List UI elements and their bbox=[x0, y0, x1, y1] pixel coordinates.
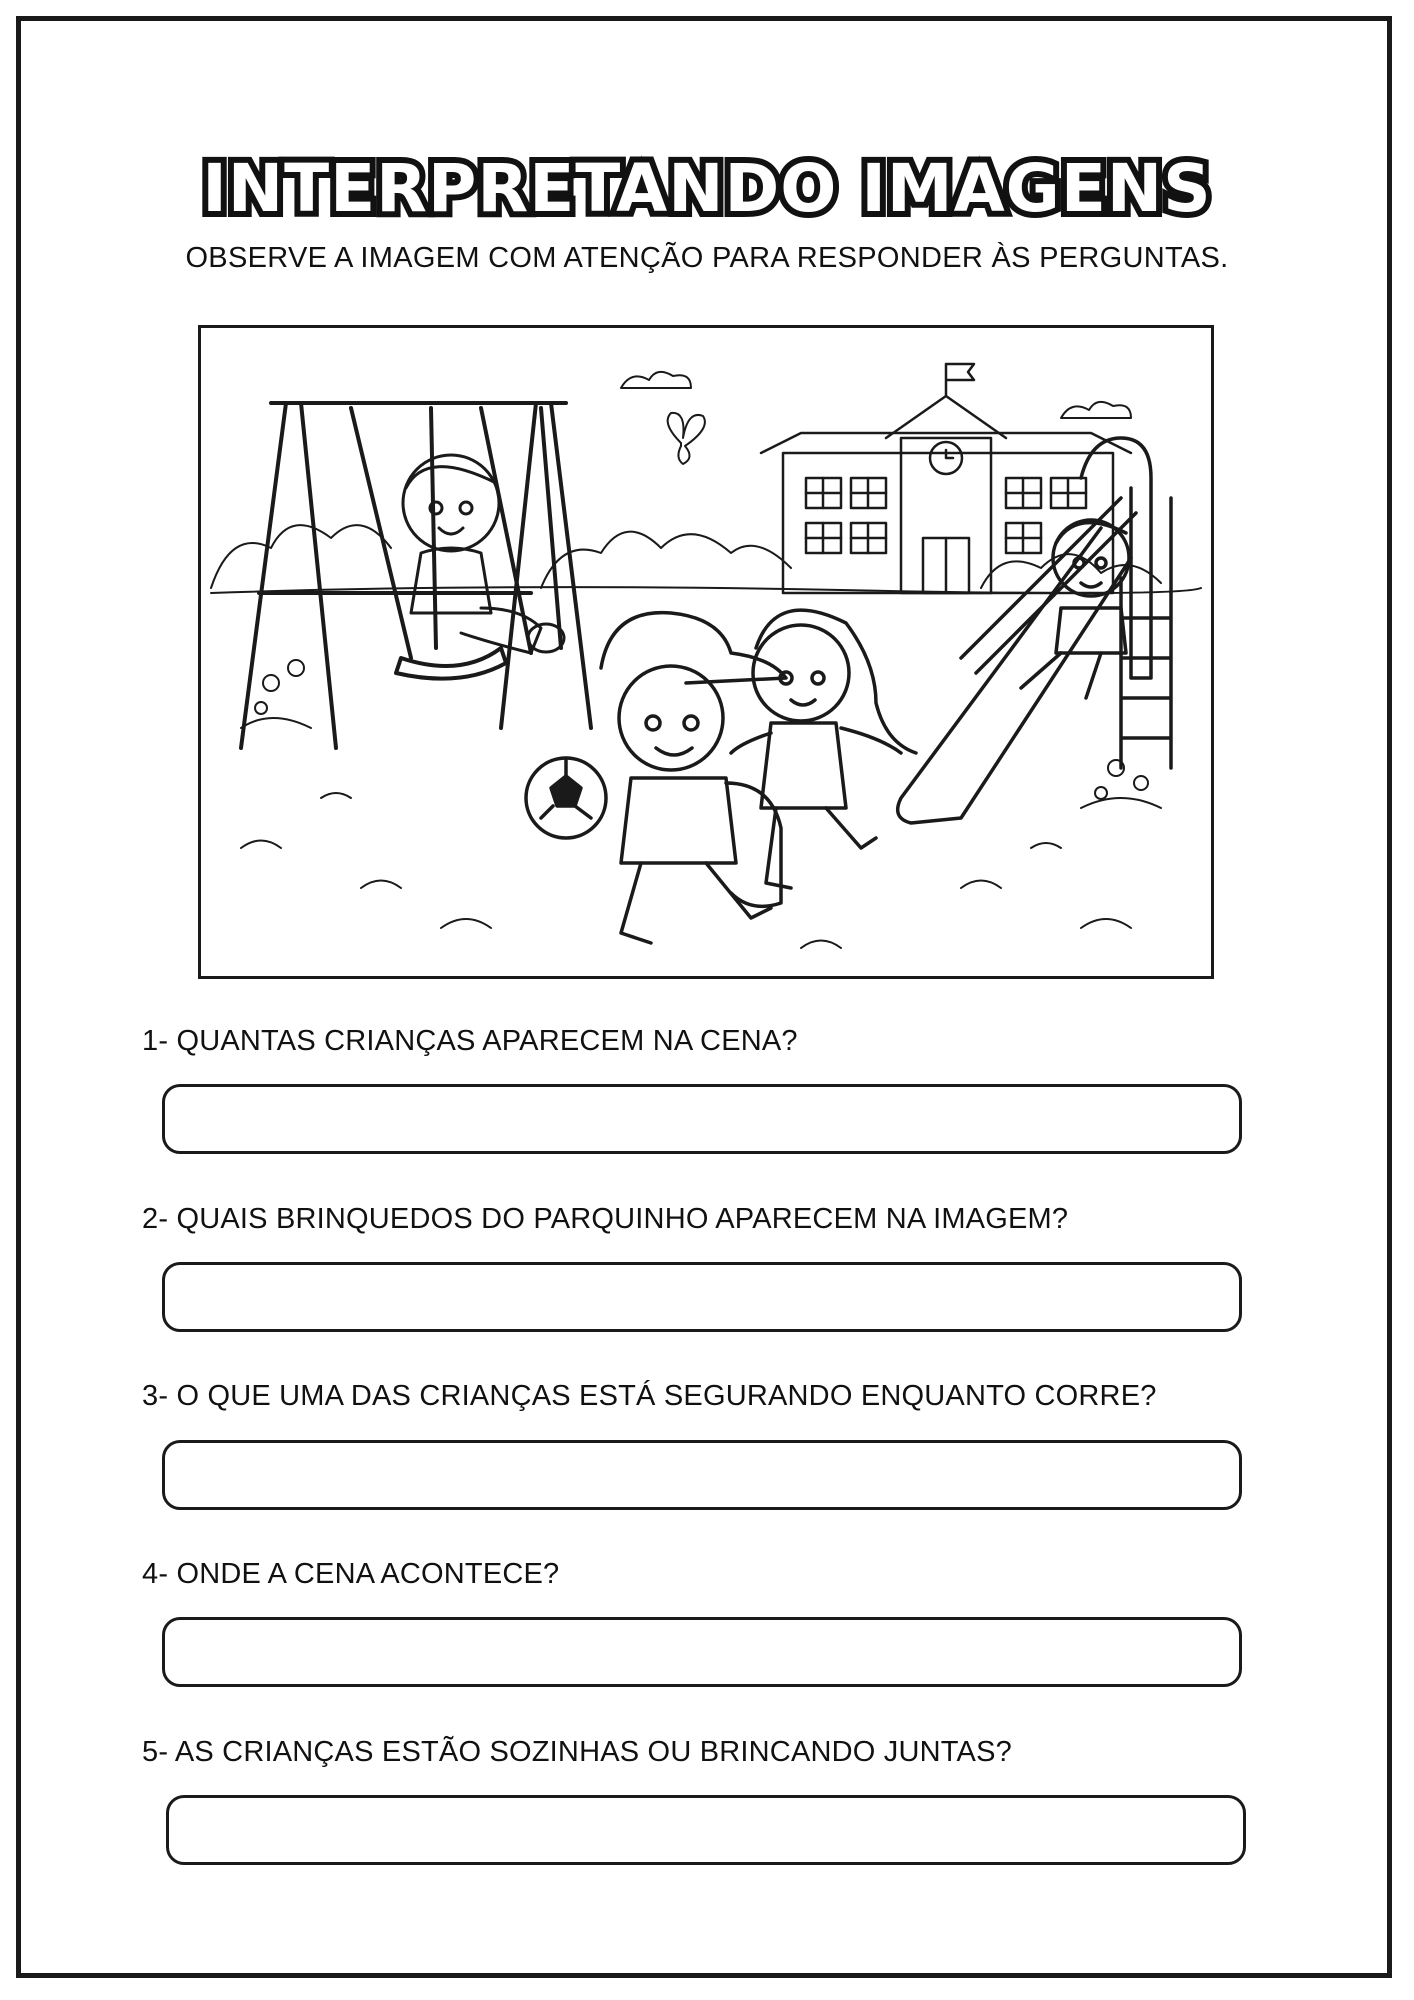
answer-box-2[interactable] bbox=[162, 1262, 1242, 1332]
instruction-text: OBSERVE A IMAGEM COM ATENÇÃO PARA RESPONDER ÀS PERGUNTAS. bbox=[185, 242, 1229, 274]
answer-box-5[interactable] bbox=[166, 1795, 1246, 1865]
question-1: 1- QUANTAS CRIANÇAS APARECEM NA CENA? bbox=[142, 1025, 798, 1057]
answer-box-1[interactable] bbox=[162, 1084, 1242, 1154]
question-2: 2- QUAIS BRINQUEDOS DO PARQUINHO APARECEM NA IMAGEM? bbox=[142, 1203, 1069, 1235]
answer-box-3[interactable] bbox=[162, 1440, 1242, 1510]
question-3: 3- O QUE UMA DAS CRIANÇAS ESTÁ SEGURANDO ENQUANTO CORRE? bbox=[142, 1380, 1157, 1412]
answer-box-4[interactable] bbox=[162, 1617, 1242, 1687]
playground-illustration bbox=[198, 325, 1214, 979]
question-4: 4- ONDE A CENA ACONTECE? bbox=[142, 1558, 560, 1590]
worksheet-title: INTERPRETANDO IMAGENS bbox=[202, 150, 1212, 227]
question-5: 5- AS CRIANÇAS ESTÃO SOZINHAS OU BRINCANDO JUNTAS? bbox=[142, 1736, 1012, 1768]
